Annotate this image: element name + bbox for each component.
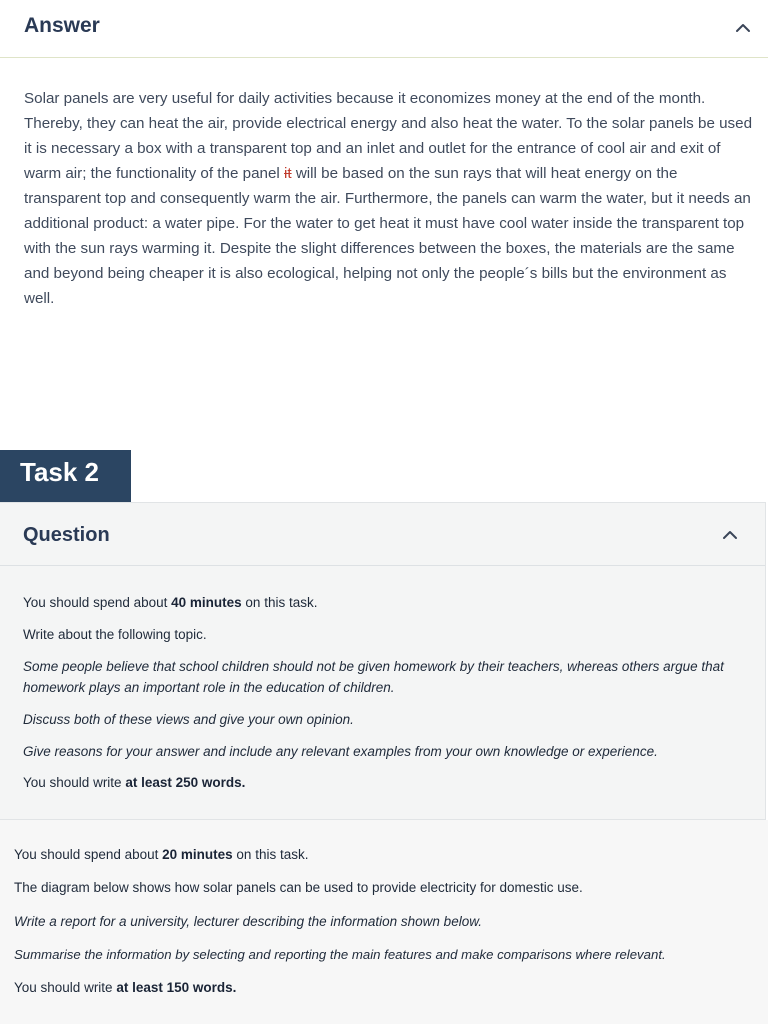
question-topic: Some people believe that school children should not be given homework by their teachers, whereas others argue that homework plays an important role in the education of children. — [23, 659, 724, 695]
task1-time-suffix: on this task. — [232, 847, 309, 862]
task1-time-prefix: You should spend about — [14, 847, 163, 862]
answer-text — [24, 86, 754, 311]
chevron-up-icon[interactable] — [735, 20, 751, 36]
task1-summarise-line: Summarise the information by selecting and reporting the main features and make comparisons where relevant. — [14, 947, 666, 962]
task1-diagram-line: The diagram below shows how solar panels can be used to provide electricity for domestic use. — [14, 880, 583, 895]
task1-report-line: Write a report for a university, lecturer describing the information shown below. — [14, 914, 482, 929]
answer-header[interactable] — [0, 0, 768, 58]
question-title: Question — [23, 524, 110, 546]
task1-time-bold: 20 minutes — [162, 847, 233, 862]
question-discuss: Discuss both of these views and give your own opinion. — [23, 712, 354, 727]
question-reasons: Give reasons for your answer and include any relevant examples from your own knowledge or experience. — [23, 744, 658, 759]
question-word-count — [23, 772, 743, 793]
answer-title: Answer — [24, 14, 100, 37]
task1-words-bold: at least 150 words. — [116, 980, 237, 995]
question-words-bold: at least 250 words. — [125, 775, 246, 790]
task1-words-prefix: You should write — [14, 980, 117, 995]
question-time-suffix: on this task. — [241, 595, 318, 610]
question-header[interactable] — [0, 503, 765, 566]
question-time-bold: 40 minutes — [171, 595, 242, 610]
struck-word: it — [284, 165, 292, 182]
question-panel — [0, 502, 766, 820]
tab-task-2[interactable]: Task 2 — [0, 450, 131, 502]
chevron-up-icon[interactable] — [722, 527, 738, 543]
question-instruction: Write about the following topic. — [23, 627, 207, 642]
question-time — [23, 592, 743, 613]
question-time-prefix: You should spend about — [23, 595, 172, 610]
task1-time — [14, 845, 766, 865]
answer-text-part1: Solar panels are very useful for daily activities because it economizes money at the end of the month. Thereby, they can heat the air, provide electrical energy and also heat the water. To the solar panels be used it is necessary a box with a transparent top and an inlet and outlet for the entrance of cool air and exit of warm air; the functionality of the panel — [24, 90, 753, 182]
answer-text-part2: will be based on the sun rays that will heat energy on the transparent top and consequently warm the air. Furthermore, the panels can warm the water, but it needs an additional product: a water pipe. For the water to get heat it must have cool water inside the transparent top with the sun rays warming it. Despite the slight differences between the boxes, the materials are the same and beyond being cheaper it is also ecological, helping not only the people´s bills but the environment as well. — [24, 165, 751, 307]
task1-instructions — [0, 820, 768, 1024]
question-words-prefix: You should write — [23, 775, 126, 790]
task1-word-count — [14, 978, 766, 998]
